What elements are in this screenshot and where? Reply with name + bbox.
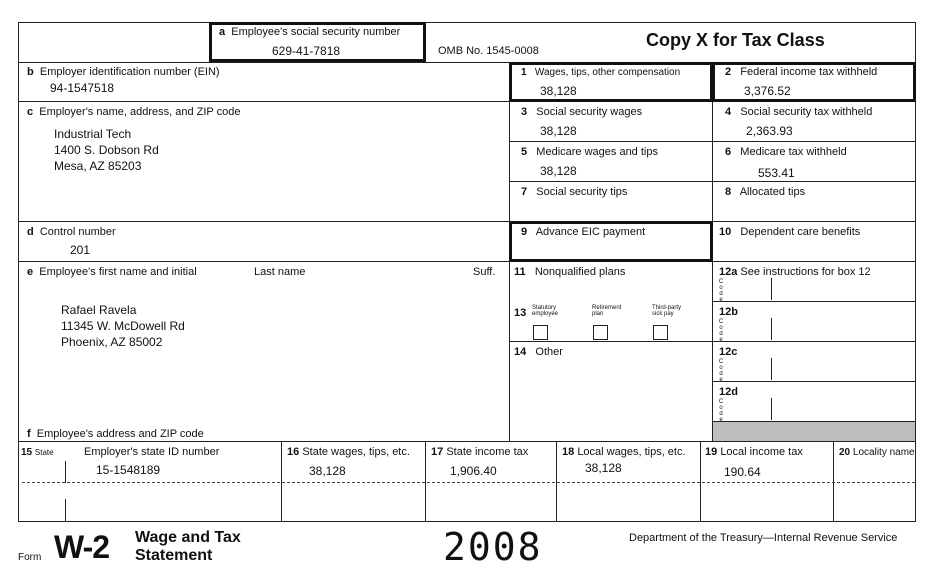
form-name: W-2 [54,529,110,565]
box-11-label: 11 Nonqualified plans [514,266,626,278]
row-line-12b [712,301,916,302]
ssn-value[interactable]: 629-41-7818 [272,44,341,58]
box-d-label: d Control number [27,226,116,238]
code-divider-12c [771,358,772,380]
box-5-label: 5 Medicare wages and tips [521,146,658,158]
code-label-12a: C o d e [718,279,724,303]
code-label-12d: C o d e [718,399,724,423]
suffix-label: Suff. [473,266,496,278]
box-4-label: 4 Social security tax withheld [725,106,873,118]
state-col-4 [700,441,701,521]
box-6-value[interactable]: 553.41 [758,166,795,180]
box-17-value[interactable]: 1,906.40 [450,464,497,478]
state-id-label: Employer's state ID number [84,446,220,458]
employer-street[interactable]: 1400 S. Dobson Rd [54,143,159,157]
box-2-label: 2 Federal income tax withheld [725,66,878,78]
third-party-sick-pay-checkbox[interactable] [653,325,668,340]
control-number-value[interactable]: 201 [70,243,91,257]
box-5-value[interactable]: 38,128 [540,164,577,178]
employer-city[interactable]: Mesa, AZ 85203 [54,159,142,173]
last-name-label: Last name [254,266,306,278]
box-e-label: e Employee's first name and initial [27,266,197,278]
row-line-state-top [18,441,916,442]
form-title-line-2: Statement [135,547,213,564]
box-10-label: 10 Dependent care benefits [719,226,861,238]
form-border-top [18,22,916,23]
employer-name[interactable]: Industrial Tech [54,127,132,141]
box-a-label: a Employee's social security number [219,26,401,38]
statutory-employee-label: Statutory employee [532,305,559,317]
box-1-value[interactable]: 38,128 [540,84,577,98]
box-4-value[interactable]: 2,363.93 [746,124,793,138]
box-c-label: c Employer's name, address, and ZIP code [27,106,241,118]
employee-city[interactable]: Phoenix, AZ 85002 [61,335,163,349]
department-text: Department of the Treasury—Internal Revenue Service [629,532,898,544]
box-6-label: 6 Medicare tax withheld [725,146,847,158]
state-col-3 [556,441,557,521]
code-label-12b: C o d e [718,319,724,343]
box-7-label: 7 Social security tips [521,186,628,198]
box-17-label: 17 State income tax [431,446,529,458]
ein-value[interactable]: 94-1547518 [50,81,115,95]
form-title-line-1: Wage and Tax [135,529,241,546]
box-13-number: 13 [514,307,527,319]
box-19-value[interactable]: 190.64 [724,465,761,479]
state-col-2 [425,441,426,521]
box-15-label: 15 State [21,447,54,458]
box-3-value[interactable]: 38,128 [540,124,577,138]
row-line-5 [18,221,916,222]
employee-name[interactable]: Rafael Ravela [61,303,137,317]
shaded-area [713,422,915,441]
retirement-plan-checkbox[interactable] [593,325,608,340]
form-border-left [18,22,19,522]
row-line-6 [18,261,916,262]
row-line-12d [712,381,916,382]
copy-title: Copy X for Tax Class [646,30,825,50]
box-9-label: 9 Advance EIC payment [521,226,646,238]
state-sep-2 [65,499,66,521]
state-col-1 [281,441,282,521]
retirement-plan-label: Retirement plan [592,305,622,317]
statutory-employee-checkbox[interactable] [533,325,548,340]
code-label-12c: C o d e [718,359,724,383]
box-16-label: 16 State wages, tips, etc. [287,446,410,458]
box-12a-label: 12a See instructions for box 12 [719,266,871,278]
box-8-label: 8 Allocated tips [725,186,806,198]
state-sep-1 [65,461,66,483]
form-border-bottom [18,521,916,522]
box-b-label: b Employer identification number (EIN) [27,66,220,78]
third-party-sick-pay-label: Third-party sick pay [652,305,682,317]
state-row-divider [22,482,915,483]
code-divider-12a [771,278,772,300]
box-2-value[interactable]: 3,376.52 [744,84,791,98]
box-12d-label: 12d [719,386,738,398]
box-f-label: f Employee's address and ZIP code [27,428,204,440]
form-word: Form [18,552,42,563]
box-1-label: 1 Wages, tips, other compensation [521,67,681,78]
tax-year: 2008 [443,525,543,569]
code-divider-12b [771,318,772,340]
box-18-label: 18 Local wages, tips, etc. [562,446,686,458]
box-12c-label: 12c [719,346,738,358]
state-col-5 [833,441,834,521]
box-20-label: 20 Locality name [839,447,915,458]
box-12b-label: 12b [719,306,738,318]
box-19-label: 19 Local income tax [705,446,803,458]
box-3-label: 3 Social security wages [521,106,643,118]
box-16-value[interactable]: 38,128 [309,464,346,478]
omb-number: OMB No. 1545-0008 [438,45,539,57]
box-18-value[interactable]: 38,128 [585,461,622,475]
box-14-label: 14 Other [514,346,563,358]
employee-street[interactable]: 11345 W. McDowell Rd [61,319,185,333]
state-id-value[interactable]: 15-1548189 [96,463,161,477]
code-divider-12d [771,398,772,420]
